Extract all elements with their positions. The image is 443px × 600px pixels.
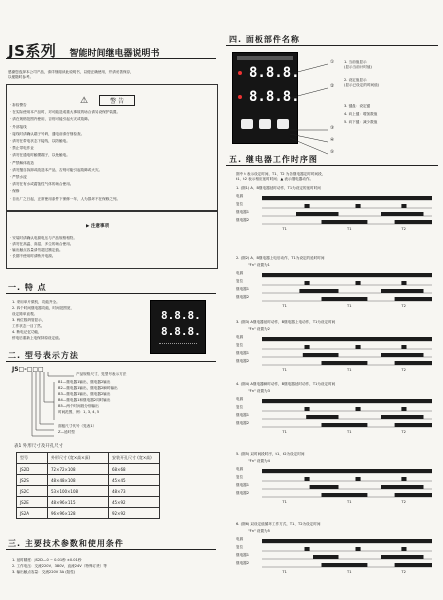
timing-pulse	[381, 485, 424, 489]
timing-pulse	[356, 407, 361, 411]
spec-table	[16, 452, 160, 519]
timing-pulse	[356, 345, 361, 349]
timing-pulse	[381, 212, 424, 216]
timing-description: 4. (图4) A继电器瞬时动作，B继电器延时动作，T1为设定时间	[236, 382, 336, 386]
timing-pulse	[262, 337, 432, 341]
timing-pulse	[356, 204, 361, 208]
note-line-3: · 输出触点容量请勿超过额定值。	[10, 248, 63, 252]
panel-callout-marker: ③	[330, 126, 335, 131]
down-key-icon[interactable]	[277, 119, 289, 129]
timing-pulse	[299, 289, 338, 293]
warning-line: · 拆检警告	[10, 103, 27, 107]
timing-pulse	[401, 477, 406, 481]
note-line-4: · 长期不使用时请断开电源。	[10, 254, 56, 258]
table-cell: 96×96×128	[48, 508, 109, 519]
timing-period-label: T1	[347, 227, 352, 231]
tech-heading: 三. 主要技术参数和使用条件	[8, 539, 124, 548]
feature-line: 2. 四个时间继电器功能，时间范围宽，	[12, 306, 75, 310]
intro-line-2: 以便随时参考。	[8, 75, 34, 79]
panel-device	[232, 52, 298, 144]
table-cell: 48×73	[109, 486, 160, 497]
up-key-icon[interactable]	[259, 119, 271, 129]
timing-pulse	[322, 423, 368, 427]
panel-led-2	[238, 95, 242, 99]
table-caption: 表1 外形尺寸及开孔尺寸	[14, 444, 64, 449]
timing-period-label: T2	[401, 500, 406, 504]
table-cell: 68×68	[109, 464, 160, 475]
timing-row-label: 电源	[236, 335, 244, 339]
panel-callout-marker: ⑤	[330, 150, 335, 155]
timing-pulse	[356, 477, 361, 481]
timing-pulse	[303, 353, 339, 357]
timing-description: 2. (图2) A、B继电器上电后动作，T1为设定的延时时间	[236, 256, 325, 260]
device-button-row	[159, 343, 197, 348]
panel-label: 2. 设定值显示	[344, 78, 367, 82]
table-cell: JS2E	[17, 497, 48, 508]
panel-brand-strip	[237, 56, 293, 60]
timing-pulse	[395, 297, 432, 301]
warning-line: · 严禁水浸	[10, 175, 27, 179]
panel-display-bottom: 8.8.8.	[249, 89, 300, 105]
feature-line: 3. 两位数码管显示，	[12, 318, 46, 322]
timing-row-label: 复位	[236, 343, 244, 347]
timing-row-label: 电源	[236, 397, 244, 401]
panel-label: (显示已设定的时间值)	[344, 83, 380, 87]
timing-period-label: T1	[282, 304, 287, 308]
table-cell: JS2C	[17, 486, 48, 497]
timing-pulse	[401, 204, 406, 208]
timing-pulse	[262, 273, 432, 277]
tech-line-1: 1. 延时精度：JS2D—0 ~ 0.01秒 ±0.01秒	[12, 558, 82, 562]
timing-pulse	[322, 361, 368, 365]
timing-row-label: 复位	[236, 545, 244, 549]
warning-line: · 请勿在带电状态下接线，以防触电。	[10, 139, 70, 143]
feature-line: 1. 采用单片微机，功能齐全。	[12, 300, 60, 304]
timing-pulse	[356, 547, 361, 551]
timing-period-label: T2	[401, 304, 406, 308]
timing-pulse	[395, 423, 432, 427]
timing-row-label: 继电器1	[236, 210, 250, 214]
timing-row-label: 继电器1	[236, 553, 250, 557]
timing-row-label: 复位	[236, 475, 244, 479]
title-series: JS系列	[8, 42, 57, 60]
panel-label: (显示当前计时值)	[344, 65, 372, 69]
panel-callout-marker: ①	[330, 60, 335, 65]
timing-fn-setting: "Fn" 设置为5	[248, 529, 270, 533]
timing-pulse	[310, 485, 339, 489]
timing-period-label: T2	[401, 430, 406, 434]
table-header-cell: 型号	[17, 453, 48, 464]
panel-led-1	[238, 71, 242, 75]
timing-row-label: 电源	[236, 537, 244, 541]
timing-period-label: T1	[347, 368, 352, 372]
warning-line: · 请勿在通电时触摸端子，以免触电。	[10, 153, 70, 158]
timing-row-label: 电源	[236, 467, 244, 471]
timing-row-label: 复位	[236, 279, 244, 283]
model-code: JS□-□□□	[12, 366, 44, 373]
warning-line: · 自出厂之日起，正常使用条件下保修一年，人为损坏不在保修之列。	[10, 196, 121, 201]
timing-pulse	[262, 539, 432, 543]
timing-period-label: T2	[401, 227, 406, 231]
table-header-row	[17, 453, 160, 464]
model-code-label: B3—继电器1输出，继电器2输出	[58, 392, 111, 396]
warning-line: · 严禁解体改造	[10, 160, 34, 165]
timing-pulse	[306, 415, 338, 419]
warning-line: · 保修	[10, 189, 20, 194]
model-code-label: B5—两个时间段分别输出	[58, 404, 99, 408]
table-cell: JS2S	[17, 475, 48, 486]
timing-pulse	[381, 555, 424, 559]
timing-row-label: 继电器2	[236, 295, 250, 299]
timing-fn-setting: "Fn" 设置为3	[248, 389, 270, 393]
table-cell: 53×100×108	[48, 486, 109, 497]
timing-pulse	[305, 204, 310, 208]
timing-pulse	[305, 407, 310, 411]
timing-pulse	[305, 477, 310, 481]
device-display-top: 8.8.8.	[161, 309, 201, 322]
table-row	[17, 486, 160, 497]
warning-line: · 在实际使用本产品时，对可能造成重大事故的场合请另设保护装置。	[10, 110, 121, 115]
timing-row-label: 继电器2	[236, 218, 250, 222]
timing-pulse	[296, 212, 339, 216]
timing-pulse	[381, 353, 424, 357]
timing-pulse	[395, 220, 432, 224]
timing-row-label: 继电器2	[236, 561, 250, 565]
timing-pulse	[381, 289, 424, 293]
timing-pulse	[356, 281, 361, 285]
panel-callout-lines	[290, 58, 350, 168]
model-code-label: 产品规格尺寸，见型号表示方法	[76, 372, 127, 376]
table-cell: 92×92	[109, 508, 160, 519]
timing-pulse	[401, 281, 406, 285]
panel-display-top: 8.8.8.	[249, 65, 300, 81]
model-code-label: 时间范围，例：1, 3, 4, 5	[58, 410, 100, 414]
timing-fn-setting: "Fn" 设置为1	[248, 263, 270, 267]
timing-pulse	[395, 361, 432, 365]
device-illustration	[150, 300, 206, 354]
table-cell: JS2D	[17, 464, 48, 475]
intro-line-1: 感谢您选择本公司产品，请详细阅读此说明书，以便正确使用，并请妥善保存，	[8, 70, 134, 74]
warning-line: · 请在规格范围内使用，否则可能引起火灾或故障。	[10, 117, 92, 122]
timing-intro-2: t1、t2 表示相应延时时间；▲ 表示继电器动作。	[236, 177, 314, 181]
panel-label: 4. 向上键：增加数值	[344, 112, 378, 116]
timing-pulse	[305, 547, 310, 551]
model-code-heading: 二. 型号表示方法	[8, 351, 79, 360]
feature-line: 4. 断电记忆功能，	[12, 330, 42, 334]
timing-pulse	[313, 555, 339, 559]
timing-row-label: 继电器1	[236, 483, 250, 487]
panel-callout-marker: ②	[330, 84, 335, 89]
panel-label: 5. 向下键：减少数值	[344, 120, 378, 124]
timing-period-label: T2	[401, 368, 406, 372]
timing-pulse	[322, 563, 368, 567]
warning-title: 警 告	[99, 95, 135, 106]
timing-pulse	[395, 493, 432, 497]
timing-pulse	[395, 563, 432, 567]
note-line-1: · 安装时请确认电源电压与产品规格相符。	[10, 236, 77, 240]
timing-period-label: T2	[401, 570, 406, 574]
timing-pulse	[262, 469, 432, 473]
timing-row-label: 复位	[236, 202, 244, 206]
timing-pulse	[401, 547, 406, 551]
table-row	[17, 464, 160, 475]
model-code-label: B2—继电器1输出，继电器2瞬时输出	[58, 386, 118, 390]
timing-period-label: T1	[282, 430, 287, 434]
warning-line: · 外部接线	[10, 124, 27, 129]
title-subtitle: 智能时间继电器说明书	[69, 49, 160, 59]
device-display-bottom: 8.8.8.	[161, 325, 201, 338]
timing-period-label: T1	[347, 430, 352, 434]
timing-period-label: T1	[282, 368, 287, 372]
timing-description: 3. (图3) A继电器延时动作，B继电器上电动作，T1为设定时间	[236, 320, 336, 324]
timing-row-label: 继电器1	[236, 413, 250, 417]
table-cell: 72×72×108	[48, 464, 109, 475]
model-code-label: B1—继电器1输出，继电器2输出	[58, 380, 111, 384]
timing-row-label: 电源	[236, 194, 244, 198]
feature-line: 设定简单直观。	[12, 312, 38, 316]
timing-period-label: T1	[282, 227, 287, 231]
table-cell: JS2A	[17, 508, 48, 519]
timing-period-label: T1	[347, 500, 352, 504]
timing-pulse	[262, 399, 432, 403]
timing-pulse	[262, 196, 432, 200]
table-row	[17, 475, 160, 486]
timing-period-label: T1	[347, 570, 352, 574]
panel-heading: 四. 面板部件名称	[229, 35, 300, 44]
model-code-label: B4—继电器1和继电器2同时输出	[58, 398, 111, 402]
warning-line: · 请勿在有水或腐蚀性气体的场合使用。	[10, 182, 74, 187]
table-header-cell: 外形尺寸 (宽×高×深)	[48, 453, 109, 464]
timing-period-label: T1	[282, 500, 287, 504]
table-cell: 45×45	[109, 475, 160, 486]
table-cell: 48×96×115	[48, 497, 109, 508]
timing-pulse	[401, 407, 406, 411]
set-key-icon[interactable]	[241, 119, 253, 129]
timing-row-label: 继电器1	[236, 287, 250, 291]
features-heading: 一. 特 点	[8, 283, 47, 292]
warning-line: · 禁止带电作业	[10, 146, 34, 151]
timing-row-label: 继电器2	[236, 491, 250, 495]
timing-description: 1. (图1) A、B继电器延时动作，T1为设定的延时时间	[236, 186, 321, 190]
feature-line: 停电后重新上电保持原设定值。	[12, 336, 63, 340]
timing-description: 6. (图6) 双设定值循环工作方式，T1、T2为设定时间	[236, 522, 321, 526]
timing-row-label: 继电器2	[236, 421, 250, 425]
timing-pulse	[401, 345, 406, 349]
timing-pulse	[322, 220, 368, 224]
timing-pulse	[305, 281, 310, 285]
table-row	[17, 508, 160, 519]
timing-row-label: 电源	[236, 271, 244, 275]
timing-row-label: 继电器1	[236, 351, 250, 355]
panel-callout-marker: ④	[330, 138, 335, 143]
timing-row-label: 继电器2	[236, 359, 250, 363]
notes-title: ▶ 注意事项	[86, 224, 110, 229]
feature-line: 工作状态一目了然。	[12, 324, 45, 328]
panel-label: 1. 当前值显示	[344, 60, 367, 64]
tech-line-3: 3. 输出触点容量：交流220V 3A (阻性)	[12, 570, 76, 574]
timing-period-label: T1	[347, 304, 352, 308]
warning-line: · 接线时请确认端子号码，通电前请仔细检查。	[10, 131, 85, 136]
timing-description: 5. (图5) 双时间段时序，t1、t2为设定时间	[236, 452, 305, 456]
warning-triangle-icon: ⚠	[80, 96, 89, 106]
timing-pulse	[322, 493, 368, 497]
timing-fn-setting: "Fn" 设置为2	[248, 327, 270, 331]
panel-label: 3. 键盘：设定键	[344, 104, 371, 108]
timing-intro-1: 图中 t 表示设定时间，T1、T2 为各继电器定时时间段，	[236, 172, 326, 176]
model-code-label: Z—延时型	[58, 430, 75, 434]
timing-row-label: 复位	[236, 405, 244, 409]
notes-title-text: 注意事项	[91, 224, 110, 229]
model-code-label: 面板尺寸代号（见表1）	[58, 424, 97, 428]
timing-period-label: T1	[282, 570, 287, 574]
timing-pulse	[305, 345, 310, 349]
table-row	[17, 497, 160, 508]
timing-heading: 五. 继电器工作时序图	[229, 155, 318, 164]
timing-pulse	[322, 297, 368, 301]
tech-line-2: 2. 工作电压：交流220V、380V，直流24V（特殊订货）等	[12, 564, 107, 568]
timing-fn-setting: "Fn" 设置为4	[248, 459, 270, 463]
table-cell: 45×92	[109, 497, 160, 508]
timing-pulse	[381, 415, 424, 419]
note-line-2: · 请勿在高温、高湿、多尘的场合使用。	[10, 242, 74, 246]
warning-line: · 请勿擅自拆卸或改造本产品，否则可能引起故障或火灾。	[10, 167, 103, 172]
table-header-cell: 安装开孔尺寸 (宽×高)	[109, 453, 160, 464]
table-cell: 48×48×108	[48, 475, 109, 486]
